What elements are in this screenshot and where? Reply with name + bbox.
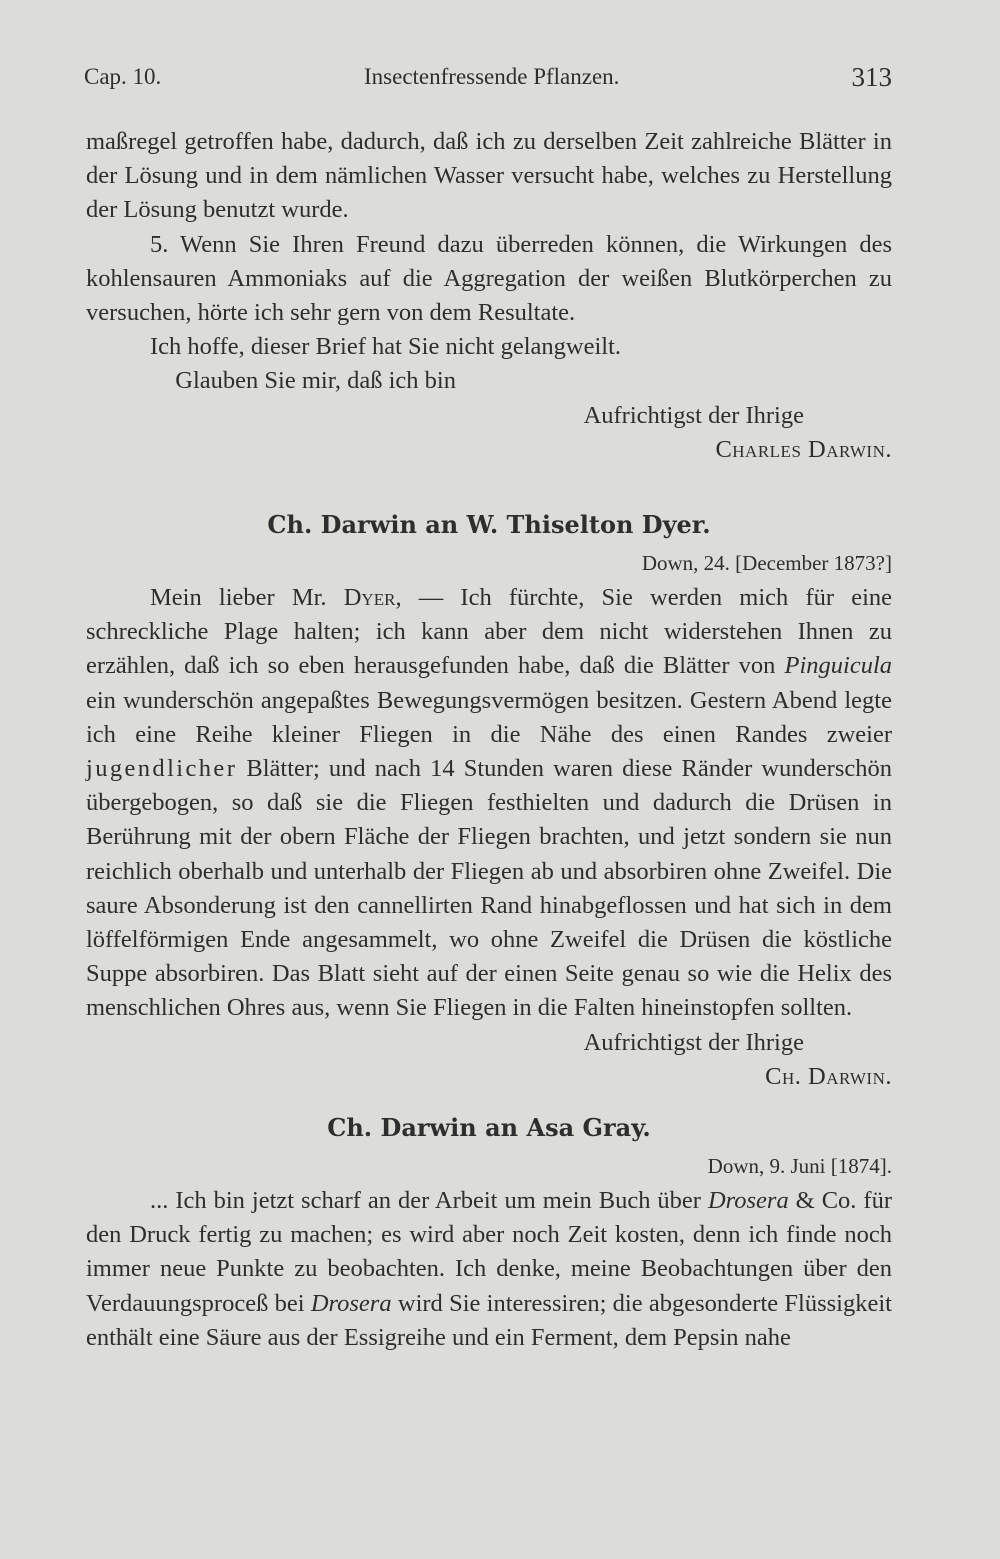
signature-charles-darwin: Charles Darwin. bbox=[715, 435, 892, 463]
dateline-gray: Down, 9. Juni [1874]. bbox=[707, 1154, 892, 1179]
gray-text-a: ... Ich bin jetzt scharf an der Arbeit um mein Buch über bbox=[150, 1187, 708, 1215]
signature-ch-darwin: Ch. Darwin. bbox=[765, 1062, 892, 1090]
paragraph-continuation: maßregel getroffen habe, dadurch, daß ich zu derselben Zeit zahlreiche Blätter in der Lösung und in dem nämlichen Wasser versucht habe, welches zu Herstellung der Lösung benutzt wurde. bbox=[86, 128, 892, 224]
letter-heading-dyer: Ch. Darwin an W. Thiselton Dyer. bbox=[267, 510, 711, 540]
letter-body-dyer bbox=[86, 581, 892, 1026]
closing-line-1: Glauben Sie mir, daß ich bin bbox=[175, 367, 456, 395]
italic-drosera-1: Drosera bbox=[707, 1187, 789, 1215]
page-body bbox=[86, 125, 892, 1355]
running-title: Insectenfressende Pflanzen. bbox=[364, 64, 620, 89]
paragraph-point-5: 5. Wenn Sie Ihren Freund dazu überreden können, die Wirkungen des kohlensauren Ammoniaks auf die Aggregation der weißen Blutkörperchen zu versuchen, hörte ich sehr gern von dem Resultate. bbox=[86, 230, 892, 327]
gray-text-c: wird Sie interessiren; die abgesonderte Flüssigkeit enthält eine Säure aus der Essigreihe und ein Ferment, dem Pepsin nahe bbox=[86, 1289, 892, 1351]
italic-pinguicula: Pinguicula bbox=[784, 652, 892, 680]
chapter-label: Cap. 10. bbox=[84, 64, 162, 89]
salutation-text: Mein lieber Mr. bbox=[150, 584, 344, 612]
body-text-a: , — Ich fürchte, Sie werden mich für eine schreckliche Plage halten; ich kann aber dem nicht widerstehen Ihnen zu erzählen, daß ich so eben herausgefunden habe, daß die Blätter von bbox=[86, 584, 892, 680]
closing-dyer: Aufrichtigst der Ihrige bbox=[583, 1028, 804, 1056]
italic-drosera-2: Drosera bbox=[310, 1289, 392, 1317]
salutation-name: Dyer bbox=[343, 584, 396, 612]
letter-heading-gray: Ch. Darwin an Asa Gray. bbox=[327, 1113, 651, 1143]
page-number: 313 bbox=[851, 62, 892, 92]
body-text-c: Blätter; und nach 14 Stunden waren diese Ränder wunderschön übergebogen, so daß sie die Fliegen festhielten und dadurch die Drüsen in Berührung mit der obern Fläche der Fliegen brachten, und jetzt sondern sie nun reichlich oberhalb und unterhalb der Fliegen ab und absorbiren ohne Zweifel. Die saure Absonderung ist den cannellirten Rand hinabgeflossen und hat sich in dem löffelförmigen Ende angesammelt, wo ohne Zweifel die Drüsen die köstliche Suppe absorbiren. Das Blatt sieht auf der einen Seite genau so wie die Helix des menschlichen Ohres aus, wenn Sie Fliegen in die Falten hineinstopfen sollten. bbox=[86, 755, 892, 1022]
paragraph-closing-remark: Ich hoffe, dieser Brief hat Sie nicht gelangweilt. bbox=[150, 333, 622, 361]
letter-body-gray bbox=[86, 1184, 892, 1355]
spaced-word: jugendlicher bbox=[86, 755, 238, 783]
running-header bbox=[84, 62, 892, 96]
body-text-b: ein wunderschön angepaßtes Bewegungsvermögen besitzen. Gestern Abend legte ich eine Reihe kleiner Fliegen in die Nähe des einen Randes zweier bbox=[86, 686, 892, 748]
dateline-dyer: Down, 24. [December 1873?] bbox=[641, 551, 892, 576]
gray-text-b: & Co. für den Druck fertig zu machen; es wird aber noch Zeit kosten, denn ich finde noch immer neue Punkte zu beobachten. Ich denke, meine Beobachtungen über den Verdauungsproceß bei bbox=[86, 1187, 892, 1317]
closing-line-2: Aufrichtigst der Ihrige bbox=[583, 401, 804, 429]
